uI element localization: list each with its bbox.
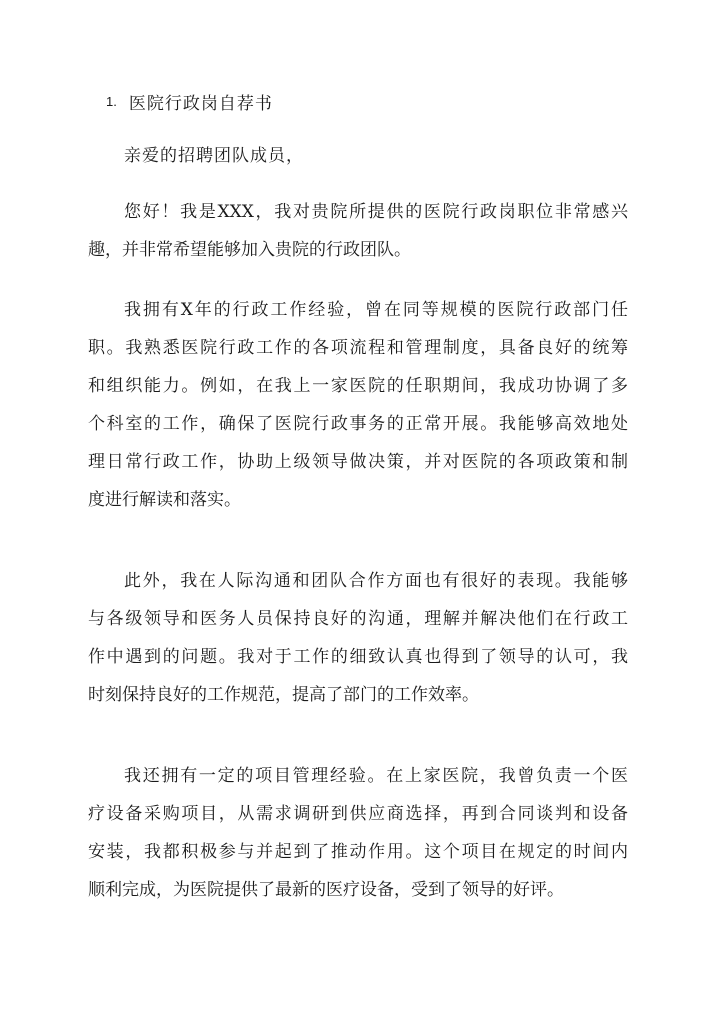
paragraph-3 — [88, 562, 628, 714]
paragraph-line: 时刻保持良好的工作规范，提高了部门的工作效率。 — [88, 685, 479, 705]
paragraph-line: 职。我熟悉医院行政工作的各项流程和管理制度，具备良好的统筹 — [88, 338, 628, 358]
paragraph-line: 与各级领导和医务人员保持良好的沟通，理解并解决他们在行政工 — [88, 609, 628, 629]
title-number: 1. — [106, 93, 117, 109]
paragraph-line: 我拥有X年的行政工作经验，曾在同等规模的医院行政部门任 — [124, 300, 628, 320]
paragraph-line: 趣，并非常希望能够加入贵院的行政团队。 — [88, 240, 411, 260]
paragraph-line: 您好！我是XXX，我对贵院所提供的医院行政岗职位非常感兴 — [124, 202, 628, 222]
paragraph-line: 此外，我在人际沟通和团队合作方面也有很好的表现。我能够 — [124, 571, 628, 591]
paragraph-line: 度进行解读和落实。 — [88, 490, 241, 510]
paragraph-line: 我还拥有一定的项目管理经验。在上家医院，我曾负责一个医 — [124, 766, 628, 786]
paragraph-line: 顺利完成，为医院提供了最新的医疗设备，受到了领导的好评。 — [88, 880, 564, 900]
paragraph-2 — [88, 291, 628, 519]
paragraph-line: 安装，我都积极参与并起到了推动作用。这个项目在规定的时间内 — [88, 842, 628, 862]
paragraph-line: 作中遇到的问题。我对于工作的细致认真也得到了领导的认可，我 — [88, 647, 628, 667]
document-title — [106, 88, 273, 114]
paragraph-line: 疗设备采购项目，从需求调研到供应商选择，再到合同谈判和设备 — [88, 804, 628, 824]
greeting-line: 亲爱的招聘团队成员， — [124, 146, 304, 166]
paragraph-4 — [88, 757, 628, 909]
paragraph-line: 理日常行政工作，协助上级领导做决策，并对医院的各项政策和制 — [88, 452, 628, 472]
paragraph-line: 和组织能力。例如，在我上一家医院的任职期间，我成功协调了多 — [88, 376, 628, 396]
paragraph-1 — [88, 193, 628, 269]
paragraph-line: 个科室的工作，确保了医院行政事务的正常开展。我能够高效地处 — [88, 414, 628, 434]
title-text: 医院行政岗自荐书 — [128, 93, 273, 114]
